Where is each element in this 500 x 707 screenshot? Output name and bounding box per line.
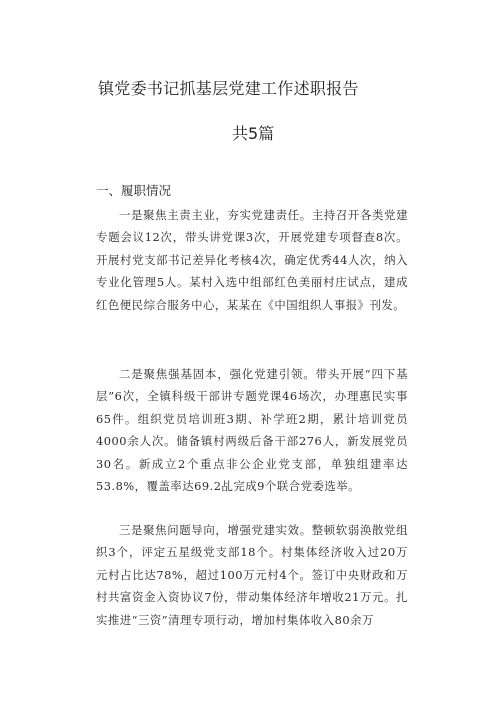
section-heading: 一、履职情况: [96, 183, 172, 198]
paragraph-text: 三是聚焦问题导向，增强党建实效。整顿软弱涣散党组织3个，评定五星级党支部18个。村集体经济收入过20万元村占比达78%，超过100万元村4个。签订中央财政和万村共富资金入资协议7份，带动集体经济年增收21万元。扎实推进“三资”清理专项行动，增加村集体收入80余万: [96, 523, 408, 627]
document-subtitle: 共5篇: [232, 124, 275, 143]
document-title: 镇党委书记抓基层党建工作述职报告: [98, 79, 359, 98]
paragraph-2: [96, 363, 408, 497]
paragraph-text: 一是聚焦主责主业，夯实党建责任。主持召开各类党建专题会议12次，带头讲党课3次，开展党建专项督查8次。开展村党支部书记差异化考核4次，确定优秀44人次，纳入专业化管理5人。某村入选中组部红色美丽村庄试点，建成红色便民综合服务中心，某某在《中国组织人事报》刊发。: [96, 208, 408, 312]
paragraph-1: [96, 204, 408, 316]
paragraph-3: [96, 519, 408, 631]
paragraph-text: 二是聚焦强基固本，强化党建引领。带头开展“四下基层”6次，全镇科级干部讲专题党课46场次，办理惠民实事65件。组织党员培训班3期、补学班2期，累计培训党员4000余人次。储备镇村两级后备干部276人，新发展党员30名。新成立2个重点非公企业党支部，单独组建率达53.8%，覆盖率达69.2乩完成9个联合党委选举。: [96, 367, 408, 494]
